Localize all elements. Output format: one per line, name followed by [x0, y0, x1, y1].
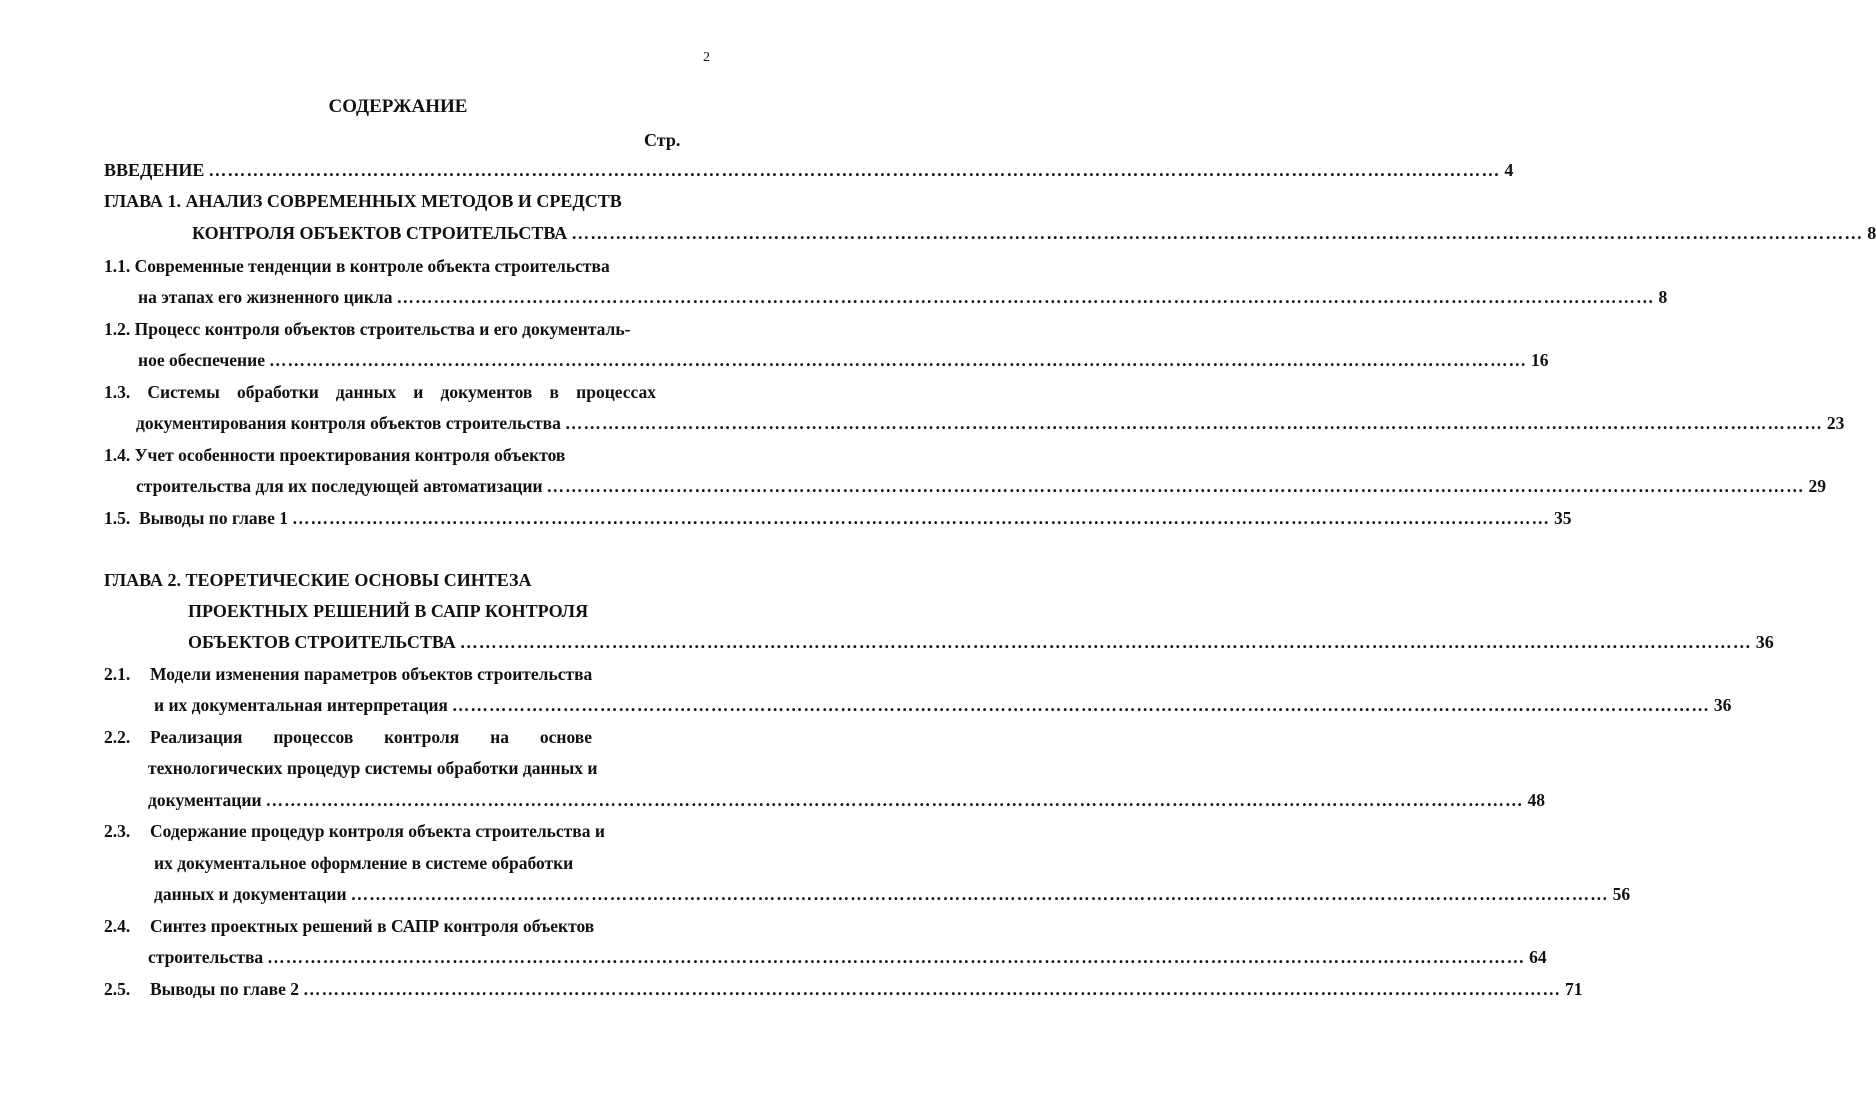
dot-leader: ……………………………………………………………………………………………………………………………………………………………………………………	[396, 287, 1655, 307]
toc-section-2-1-line2	[154, 692, 1732, 718]
toc-entry-text: Современные тенденции в контроле объекта строительства	[134, 256, 610, 276]
toc-section-number: 2.5.	[104, 979, 131, 999]
toc-chapter-1-line1: ГЛАВА 1. АНАЛИЗ СОВРЕМЕННЫХ МЕТОДОВ И СРЕДСТВ	[104, 191, 622, 211]
toc-section-number: 1.1.	[104, 256, 131, 276]
dot-leader: ……………………………………………………………………………………………………………………………………………………………………………………	[302, 979, 1561, 999]
toc-entry-text: КОНТРОЛЯ ОБЪЕКТОВ СТРОИТЕЛЬСТВА	[192, 223, 568, 243]
toc-section-number: 2.1.	[104, 664, 131, 684]
toc-section-2-2-line3	[148, 787, 1546, 813]
toc-entry-text: Синтез проектных решений в САПР контроля объектов	[150, 916, 595, 936]
toc-section-number: 1.5.	[104, 508, 131, 528]
dot-leader: ……………………………………………………………………………………………………………………………………………………………………………………	[459, 632, 1752, 652]
toc-section-2-3-line2: их документальное оформление в системе обработки	[154, 853, 574, 873]
toc-entry-text: Учет особенности проектирования контроля объектов	[134, 445, 566, 465]
toc-section-number: 1.2.	[104, 319, 131, 339]
toc-entry-text: Процесс контроля объектов строительства и его документаль-	[134, 319, 631, 339]
toc-entry-page: 8	[1658, 287, 1668, 307]
toc-section-1-3-line2	[136, 410, 1845, 436]
toc-entry-text: строительства для их последующей автоматизации	[136, 476, 543, 496]
dot-leader: ……………………………………………………………………………………………………………………………………………………………………………………	[208, 160, 1501, 180]
dot-leader: ……………………………………………………………………………………………………………………………………………………………………………………	[265, 790, 1524, 810]
page-title: СОДЕРЖАНИЕ	[328, 96, 468, 117]
dot-leader: ……………………………………………………………………………………………………………………………………………………………………………………	[268, 350, 1527, 370]
toc-entry-text: строительства	[148, 947, 264, 967]
page-number: 2	[703, 50, 710, 65]
dot-leader: ……………………………………………………………………………………………………………………………………………………………………………………	[451, 695, 1710, 715]
toc-section-number: 1.3.	[104, 382, 131, 402]
toc-entry-text: на этапах его жизненного цикла	[138, 287, 393, 307]
toc-entry-intro	[104, 157, 1514, 183]
toc-entry-text: ОБЪЕКТОВ СТРОИТЕЛЬСТВА	[188, 632, 456, 652]
toc-section-number: 2.4.	[104, 916, 131, 936]
toc-section-2-1-line1	[104, 661, 684, 687]
toc-chapter-2-line3	[188, 629, 1774, 655]
toc-entry-text: Выводы по главе 2	[150, 979, 299, 999]
toc-entry-text: документации	[148, 790, 262, 810]
toc-entry-page: 35	[1553, 508, 1572, 528]
toc-section-number: 2.3.	[104, 821, 131, 841]
toc-entry-page: 56	[1612, 884, 1631, 904]
page-column-label: Стр.	[644, 130, 681, 150]
toc-section-1-2-line2	[138, 347, 1549, 373]
toc-chapter-1-line2	[192, 220, 1876, 246]
toc-entry-text: данных и документации	[154, 884, 347, 904]
toc-entry-page: 29	[1808, 476, 1827, 496]
toc-entry-text: ное обеспечение	[138, 350, 265, 370]
toc-section-1-5	[104, 505, 1572, 531]
dot-leader: ……………………………………………………………………………………………………………………………………………………………………………………	[291, 508, 1550, 528]
toc-entry-text: ВВЕДЕНИЕ	[104, 160, 205, 180]
toc-section-1-1-line1	[104, 253, 684, 279]
dot-leader: ……………………………………………………………………………………………………………………………………………………………………………………	[564, 413, 1823, 433]
toc-entry-text: Модели изменения параметров объектов строительства	[150, 664, 593, 684]
toc-entry-text: Выводы по главе 1	[139, 508, 288, 528]
toc-entry-text: документирования контроля объектов строительства	[136, 413, 561, 433]
toc-section-1-4-line1	[104, 442, 684, 468]
toc-entry-page: 8	[1867, 223, 1876, 243]
toc-entry-page: 71	[1564, 979, 1583, 999]
toc-entry-page: 64	[1529, 947, 1547, 967]
toc-section-2-5	[104, 976, 1583, 1002]
dot-leader: ……………………………………………………………………………………………………………………………………………………………………………………	[571, 223, 1864, 243]
toc-section-1-4-line2	[136, 473, 1827, 499]
toc-entry-page: 16	[1530, 350, 1549, 370]
toc-section-2-2-line2: технологических процедур системы обработки данных и	[148, 758, 598, 778]
toc-entry-text: Содержание процедур контроля объекта строительства и	[150, 821, 605, 841]
toc-section-2-4-line1	[104, 913, 684, 939]
toc-section-1-2-line1	[104, 316, 684, 342]
toc-section-2-3-line1	[104, 818, 684, 844]
toc-section-number: 2.2.	[104, 727, 131, 747]
dot-leader: ……………………………………………………………………………………………………………………………………………………………………………………	[350, 884, 1609, 904]
toc-section-1-3-line1	[104, 379, 656, 405]
toc-entry-page: 23	[1826, 413, 1845, 433]
toc-entry-page: 36	[1713, 695, 1732, 715]
toc-entry-text: и их документальная интерпретация	[154, 695, 448, 715]
toc-section-2-2-line1: Реализация процессов контроля на основе	[150, 727, 592, 747]
toc-entry-text: Системы обработки данных и документов в процессах	[147, 382, 657, 402]
toc-section-number: 1.4.	[104, 445, 131, 465]
toc-entry-page: 48	[1527, 790, 1546, 810]
dot-leader: ……………………………………………………………………………………………………………………………………………………………………………………	[546, 476, 1805, 496]
toc-chapter-2-line1: ГЛАВА 2. ТЕОРЕТИЧЕСКИЕ ОСНОВЫ СИНТЕЗА	[104, 570, 532, 590]
toc-entry-page: 36	[1755, 632, 1774, 652]
dot-leader: ……………………………………………………………………………………………………………………………………………………………………………………	[267, 947, 1526, 967]
toc-section-2-3-line3	[154, 881, 1631, 907]
toc-chapter-2-line2: ПРОЕКТНЫХ РЕШЕНИЙ В САПР КОНТРОЛЯ	[188, 601, 589, 621]
toc-section-2-4-line2	[148, 944, 1547, 970]
toc-entry-page: 4	[1504, 160, 1514, 180]
toc-section-1-1-line2	[138, 284, 1668, 310]
